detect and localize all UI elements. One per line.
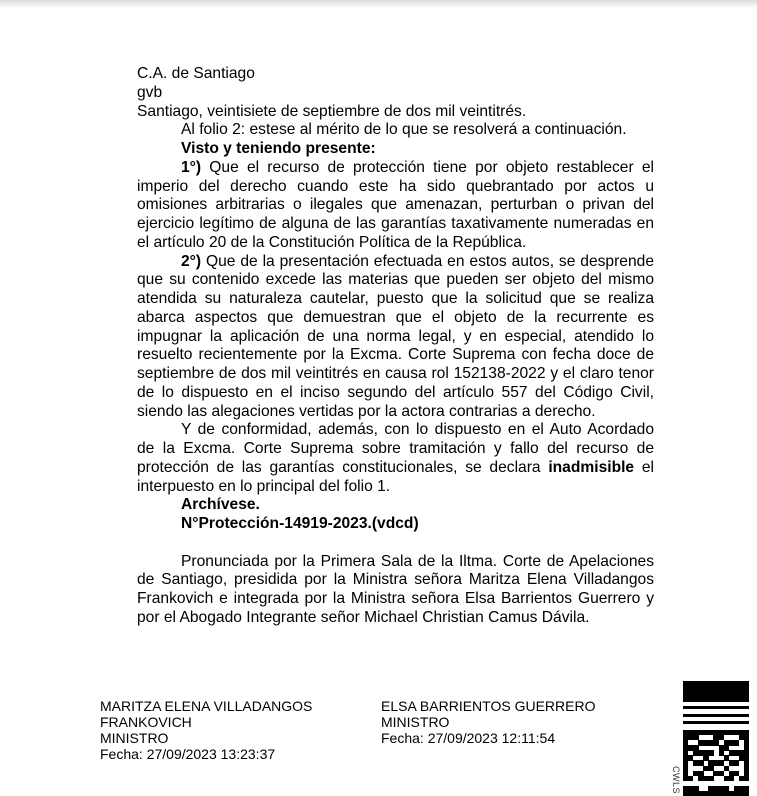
conformity-text-before: Y de conformidad, además, con lo dispuesto en el Auto Acordado de la Excma. Corte Suprema sobre tramitación y fallo del recurso de protección de las garantías constitucionales, se declara [137, 421, 654, 476]
conformity-paragraph [137, 421, 654, 496]
signer-role: MINISTRO [381, 714, 450, 730]
court-name: C.A. de Santiago [137, 65, 255, 82]
signature-block-villadangos [100, 698, 312, 762]
visto-heading: Visto y teniendo presente: [181, 140, 376, 157]
qr-code-icon [683, 730, 749, 796]
signature-block-barrientos [381, 698, 595, 746]
barcode-solid-block [683, 681, 749, 702]
case-number: N°Protección-14919-2023.(vdcd) [181, 515, 419, 532]
considerando-1 [137, 159, 654, 253]
verification-barcode [683, 681, 749, 795]
qr-module [729, 776, 734, 781]
clerk-initials: gvb [137, 83, 163, 101]
point2-text: Que de la presentación efectuada en estos autos, se desprende que su contenido excede las materias que pueden ser objeto del mismo atendida su naturaleza cautelar, puesto que la solicitud que se realiza abarca aspectos que demuestran que el objeto de la recurrente es impugnar la aplicación de una norma legal, y en especial, atendido lo resuelto recientemente por la Excma. Corte Suprema con fecha doce de septiembre de dos mil veintitrés en causa rol 152138-2022 y el claro tenor de lo dispuesto en el inciso segundo del artículo 557 del Código Civil, siendo las alegaciones vertidas por la actora contrarias a derecho. [137, 252, 654, 420]
point2-label: 2°) [181, 252, 202, 270]
archivese: Archívese. [181, 496, 260, 514]
qr-module [744, 791, 749, 796]
date-line: Santiago, veintisiete de septiembre de dos mil veintitrés. [137, 102, 527, 120]
point1-text: Que el recurso de protección tiene por objeto restablecer el imperio del derecho cuando este ha sido quebrantado por actos u omisiones arbitrarias o ilegales que amenazan, perturban o privan del ejercicio legítimo de alguna de las garantías taxativamente numeradas en el artículo 20 de la Constitución Política de la República. [137, 158, 654, 251]
qr-module [734, 760, 739, 765]
signer-role: MINISTRO [100, 730, 169, 746]
qr-module [688, 776, 693, 781]
considerando-2 [137, 253, 654, 422]
qr-module [708, 750, 713, 755]
viewer-top-shadow [0, 0, 757, 9]
resolution-body [137, 65, 654, 628]
qr-module [734, 740, 739, 745]
point1-label: 1°) [181, 158, 202, 176]
qr-module [708, 776, 713, 781]
pronounced-paragraph: Pronunciada por la Primera Sala de la Iltma. Corte de Apelaciones de Santiago, presidida por la Ministra señora Maritza Elena Villadangos Frankovich e integrada por la Ministra señora Elsa Barrientos Guerrero y por el Abogado Integrante señor Michael Christian Camus Dávila. [137, 552, 654, 626]
verification-code-text: CWLS [671, 766, 681, 795]
conformity-text-after: el interpuesto en lo principal del folio 1. [137, 458, 654, 495]
qr-module [744, 776, 749, 781]
signature-date: Fecha: 27/09/2023 13:23:37 [100, 746, 276, 762]
barcode-bar [683, 721, 749, 724]
barcode-bar [683, 714, 749, 717]
signature-date: Fecha: 27/09/2023 12:11:54 [381, 730, 556, 746]
spacer [137, 534, 654, 553]
signer-name-line2: FRANKOVICH [100, 714, 192, 730]
signer-name-line1: ELSA BARRIENTOS GUERRERO [381, 698, 596, 714]
inadmisible-word: inadmisible [548, 458, 635, 476]
signer-name-line1: MARITZA ELENA VILLADANGOS [100, 698, 313, 714]
folio-line: Al folio 2: estese al mérito de lo que se resolverá a continuación. [181, 121, 627, 139]
barcode-bar [683, 706, 749, 709]
